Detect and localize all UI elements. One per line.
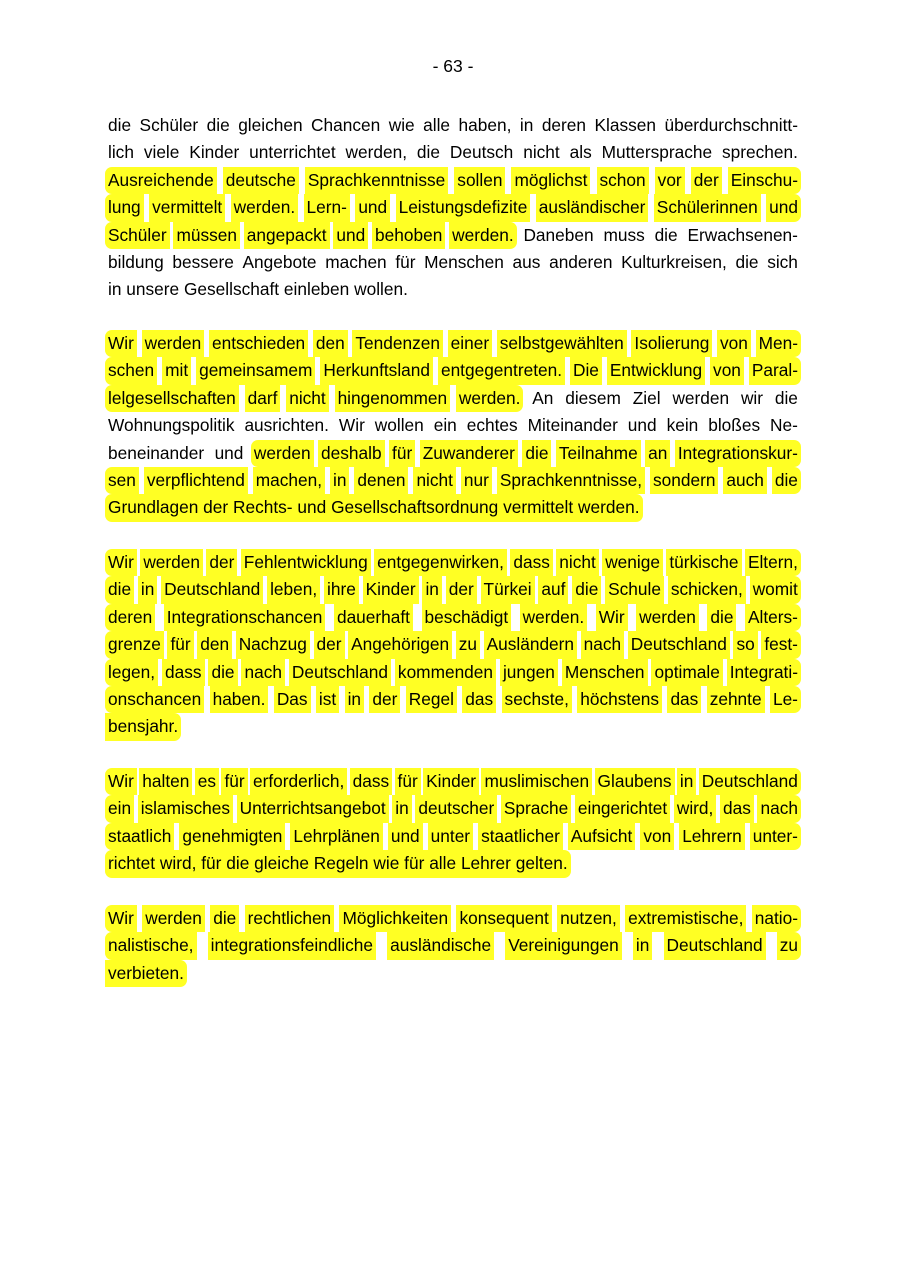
text-line bbox=[108, 412, 798, 439]
text-line bbox=[108, 467, 798, 494]
text-line bbox=[108, 768, 798, 795]
highlighted-word: wird, bbox=[160, 850, 197, 877]
highlighted-word: auch bbox=[726, 467, 763, 494]
highlighted-word: Fehlentwicklung bbox=[244, 549, 368, 576]
paragraph-extremist-associations bbox=[108, 905, 798, 987]
word: diesem bbox=[565, 387, 621, 408]
highlighted-word: Integrationschancen bbox=[167, 604, 323, 631]
highlighted-word: onschancen bbox=[108, 686, 201, 713]
paragraph-family-reunification bbox=[108, 549, 798, 741]
highlighted-word: halten bbox=[142, 768, 189, 795]
highlighted-word: nalistische, bbox=[108, 932, 194, 959]
text-line bbox=[108, 850, 798, 877]
highlighted-word: entschieden bbox=[212, 330, 305, 357]
highlighted-word: dauerhaft bbox=[337, 604, 410, 631]
text-line bbox=[108, 713, 798, 740]
highlighted-word: kommenden bbox=[398, 659, 493, 686]
word: wollen bbox=[374, 415, 424, 436]
word: Deutsch bbox=[449, 142, 514, 163]
word: und bbox=[214, 442, 244, 463]
word: nicht bbox=[523, 142, 560, 163]
text-line bbox=[108, 932, 798, 959]
highlighted-word: Integrati- bbox=[730, 659, 798, 686]
highlighted-word: Unterrichtsangebot bbox=[240, 795, 386, 822]
highlighted-word: Sprachkenntnisse bbox=[308, 167, 445, 194]
word: in bbox=[108, 279, 122, 300]
highlighted-word: Wir bbox=[599, 604, 625, 631]
word: Ziel bbox=[632, 387, 661, 408]
highlighted-word: der bbox=[317, 631, 342, 658]
word: wollen. bbox=[354, 279, 408, 300]
highlighted-word: Aufsicht bbox=[571, 823, 632, 850]
highlighted-word: denen bbox=[357, 467, 405, 494]
word: die bbox=[654, 224, 678, 245]
highlighted-word: darf bbox=[248, 385, 278, 412]
highlighted-word: sollen bbox=[457, 167, 502, 194]
text-line bbox=[108, 604, 798, 631]
highlighted-word: dass bbox=[513, 549, 550, 576]
word: Schüler bbox=[139, 115, 199, 135]
word: aus bbox=[512, 251, 541, 272]
text-line bbox=[108, 440, 798, 467]
word: Wohnungspolitik bbox=[108, 415, 235, 436]
page-number: - 63 - bbox=[432, 56, 474, 76]
highlighted-word: alle bbox=[429, 850, 456, 877]
word: An bbox=[532, 387, 554, 408]
highlighted-word: sondern bbox=[653, 467, 715, 494]
highlighted-word: Gesellschaftsordnung bbox=[331, 494, 498, 521]
highlighted-word: Lehrplänen bbox=[293, 823, 379, 850]
text-line bbox=[108, 631, 798, 658]
text-line bbox=[108, 905, 798, 932]
word: als bbox=[569, 142, 592, 163]
word: sprechen. bbox=[722, 142, 798, 163]
highlighted-word: Paral- bbox=[752, 357, 798, 384]
highlighted-word: Die bbox=[573, 357, 599, 384]
highlighted-word: Nachzug bbox=[239, 631, 307, 658]
word: ausrichten. bbox=[244, 415, 329, 436]
highlighted-word: und bbox=[391, 823, 420, 850]
word: beneinander bbox=[108, 442, 205, 463]
word: bildung bbox=[108, 251, 164, 272]
highlighted-word: von bbox=[720, 330, 748, 357]
highlighted-word: Deutschland bbox=[292, 659, 388, 686]
highlighted-word: die bbox=[710, 604, 733, 631]
highlighted-word: Sprachkenntnisse, bbox=[500, 467, 642, 494]
highlighted-word: nicht bbox=[416, 467, 453, 494]
highlighted-word: behoben bbox=[375, 222, 442, 249]
word: die bbox=[735, 251, 759, 272]
highlighted-word: von bbox=[643, 823, 671, 850]
highlighted-word: Schule bbox=[608, 576, 661, 603]
highlighted-word: zu bbox=[459, 631, 477, 658]
highlighted-word: und bbox=[769, 194, 798, 221]
highlighted-word: Glaubens bbox=[598, 768, 672, 795]
highlighted-word: höchstens bbox=[580, 686, 659, 713]
highlighted-word: werden. bbox=[578, 494, 639, 521]
highlighted-word: Herkunftsland bbox=[323, 357, 430, 384]
highlighted-word: deutscher bbox=[418, 795, 494, 822]
highlighted-word: selbstgewählten bbox=[500, 330, 624, 357]
word: Klassen bbox=[594, 115, 656, 135]
paragraph-school-language bbox=[108, 112, 798, 304]
highlighted-word: angepackt bbox=[247, 222, 327, 249]
highlighted-word: optimale bbox=[654, 659, 719, 686]
highlighted-word: die bbox=[775, 467, 798, 494]
highlighted-word: Lehrer bbox=[461, 850, 511, 877]
highlighted-word: Deutschland bbox=[667, 932, 763, 959]
word: echtes bbox=[466, 415, 518, 436]
word: die bbox=[108, 115, 132, 135]
highlighted-word: in bbox=[636, 932, 649, 959]
highlighted-word: in bbox=[333, 467, 346, 494]
highlighted-word: der bbox=[203, 494, 228, 521]
word: bessere bbox=[172, 251, 234, 272]
highlighted-word: das bbox=[670, 686, 698, 713]
highlighted-word: Le- bbox=[773, 686, 798, 713]
highlighted-word: schen bbox=[108, 357, 154, 384]
highlighted-word: sechste, bbox=[505, 686, 569, 713]
highlighted-word: türkische bbox=[669, 549, 738, 576]
highlighted-word: Kinder bbox=[366, 576, 416, 603]
text-line bbox=[108, 330, 798, 357]
highlighted-word: werden bbox=[639, 604, 696, 631]
highlighted-word: Wir bbox=[108, 905, 134, 932]
highlighted-word: die bbox=[213, 905, 236, 932]
highlighted-word: vor bbox=[658, 167, 682, 194]
paragraph-parallel-societies bbox=[108, 330, 798, 522]
highlighted-word: auf bbox=[541, 576, 565, 603]
highlighted-word: Entwicklung bbox=[610, 357, 702, 384]
highlighted-word: und bbox=[336, 222, 365, 249]
highlighted-word: Wir bbox=[108, 768, 134, 795]
word: Muttersprache bbox=[601, 142, 713, 163]
highlighted-word: Einschu- bbox=[731, 167, 798, 194]
word: bloßes bbox=[708, 415, 761, 436]
word: einleben bbox=[283, 279, 350, 300]
text-line bbox=[108, 494, 798, 521]
highlighted-word: zu bbox=[780, 932, 798, 959]
highlighted-word: staatlich bbox=[108, 823, 171, 850]
word: gleichen bbox=[238, 115, 303, 135]
highlighted-word: deshalb bbox=[321, 440, 382, 467]
word: überdurchschnitt- bbox=[664, 115, 798, 135]
highlighted-word: Rechts- bbox=[233, 494, 293, 521]
highlighted-word: verpflichtend bbox=[147, 467, 245, 494]
word: Wir bbox=[338, 415, 365, 436]
word: machen bbox=[325, 251, 387, 272]
highlighted-word: die bbox=[575, 576, 598, 603]
highlighted-word: integrationsfeindliche bbox=[211, 932, 373, 959]
highlighted-word: Lern- bbox=[307, 194, 347, 221]
word: die bbox=[774, 387, 798, 408]
highlighted-word: Deutschland bbox=[631, 631, 727, 658]
highlighted-word: entgegentreten. bbox=[441, 357, 562, 384]
highlighted-word: wenige bbox=[605, 549, 660, 576]
word: Kinder bbox=[189, 142, 240, 163]
word: Gesellschaft bbox=[183, 279, 280, 300]
highlighted-word: haben. bbox=[213, 686, 266, 713]
highlighted-word: Deutschland bbox=[164, 576, 260, 603]
highlighted-word: die bbox=[525, 440, 548, 467]
highlighted-word: das bbox=[723, 795, 751, 822]
word: werden, bbox=[345, 142, 408, 163]
highlighted-word: natio- bbox=[755, 905, 798, 932]
highlighted-word: zehnte bbox=[710, 686, 762, 713]
highlighted-word: Vereinigungen bbox=[508, 932, 619, 959]
highlighted-word: das bbox=[465, 686, 493, 713]
word: ein bbox=[433, 415, 457, 436]
text-line bbox=[108, 960, 798, 987]
highlighted-word: verbieten. bbox=[108, 960, 184, 987]
word: sich bbox=[767, 251, 798, 272]
highlighted-word: werden. bbox=[452, 222, 513, 249]
word: viele bbox=[143, 142, 180, 163]
highlighted-word: Regel bbox=[409, 686, 454, 713]
highlighted-word: jungen bbox=[503, 659, 555, 686]
highlighted-word: der bbox=[694, 167, 719, 194]
highlighted-word: gelten. bbox=[516, 850, 568, 877]
highlighted-word: den bbox=[200, 631, 229, 658]
highlighted-word: der bbox=[209, 549, 234, 576]
highlighted-word: deren bbox=[108, 604, 152, 631]
highlighted-word: gleiche bbox=[254, 850, 309, 877]
word: Menschen bbox=[424, 251, 504, 272]
word: Kulturkreisen, bbox=[621, 251, 727, 272]
highlighted-word: nutzen, bbox=[560, 905, 617, 932]
highlighted-word: schon bbox=[600, 167, 646, 194]
highlighted-word: unter bbox=[431, 823, 470, 850]
highlighted-word: in bbox=[348, 686, 361, 713]
highlighted-word: den bbox=[316, 330, 345, 357]
highlighted-word: konsequent bbox=[459, 905, 548, 932]
highlighted-word: und bbox=[358, 194, 387, 221]
highlighted-word: Alters- bbox=[748, 604, 798, 631]
highlighted-word: Wir bbox=[108, 330, 134, 357]
word: anderen bbox=[549, 251, 613, 272]
highlighted-word: Sprache bbox=[504, 795, 568, 822]
highlighted-word: die bbox=[211, 659, 234, 686]
highlighted-word: Eltern, bbox=[748, 549, 798, 576]
word: die bbox=[206, 115, 230, 135]
word: lich bbox=[108, 142, 134, 163]
highlighted-word: in bbox=[141, 576, 154, 603]
highlighted-word: für bbox=[392, 440, 412, 467]
highlighted-word: vermittelt bbox=[503, 494, 573, 521]
text-line bbox=[108, 167, 798, 194]
highlighted-word: bensjahr. bbox=[108, 713, 178, 740]
highlighted-word: leben, bbox=[270, 576, 317, 603]
text-line bbox=[108, 549, 798, 576]
highlighted-word: Kinder bbox=[426, 768, 476, 795]
highlighted-word: gemeinsamem bbox=[199, 357, 312, 384]
word: werden bbox=[672, 387, 730, 408]
highlighted-word: erforderlich, bbox=[253, 768, 344, 795]
highlighted-word: Leistungsdefizite bbox=[399, 194, 528, 221]
highlighted-word: ein bbox=[108, 795, 131, 822]
highlighted-word: Türkei bbox=[484, 576, 532, 603]
text-line bbox=[108, 222, 798, 249]
highlighted-word: mit bbox=[165, 357, 188, 384]
word: Erwachsenen- bbox=[687, 224, 798, 245]
highlighted-word: entgegenwirken, bbox=[377, 549, 504, 576]
text-line bbox=[108, 112, 798, 139]
word: die bbox=[416, 142, 440, 163]
highlighted-word: werden bbox=[143, 549, 200, 576]
highlighted-word: nach bbox=[244, 659, 281, 686]
highlighted-word: deutsche bbox=[226, 167, 296, 194]
paragraph-islamic-education bbox=[108, 768, 798, 878]
highlighted-word: der bbox=[449, 576, 474, 603]
highlighted-word: die bbox=[226, 850, 249, 877]
word: muss bbox=[603, 224, 645, 245]
text-line bbox=[108, 659, 798, 686]
highlighted-word: Grundlagen bbox=[108, 494, 198, 521]
highlighted-word: eingerichtet bbox=[578, 795, 667, 822]
word: alle bbox=[423, 115, 451, 135]
text-line bbox=[108, 139, 798, 166]
highlighted-word: in bbox=[395, 795, 408, 822]
highlighted-word: nach bbox=[760, 795, 797, 822]
highlighted-word: hingenommen bbox=[338, 385, 448, 412]
highlighted-word: in bbox=[425, 576, 438, 603]
highlighted-word: für bbox=[170, 631, 190, 658]
highlighted-word: nach bbox=[584, 631, 621, 658]
highlighted-word: machen, bbox=[256, 467, 322, 494]
highlighted-word: werden bbox=[254, 440, 311, 467]
word: wie bbox=[388, 115, 415, 135]
highlighted-word: es bbox=[198, 768, 216, 795]
highlighted-word: rechtlichen bbox=[248, 905, 332, 932]
highlighted-word: für bbox=[224, 768, 244, 795]
highlighted-word: fest- bbox=[764, 631, 798, 658]
highlighted-word: lung bbox=[108, 194, 141, 221]
highlighted-word: Ausreichende bbox=[108, 167, 214, 194]
highlighted-word: nicht bbox=[289, 385, 326, 412]
text-line bbox=[108, 249, 798, 276]
highlighted-word: Das bbox=[277, 686, 308, 713]
highlighted-word: für bbox=[404, 850, 424, 877]
highlighted-word: islamisches bbox=[141, 795, 230, 822]
highlighted-word: Tendenzen bbox=[355, 330, 440, 357]
highlighted-word: genehmigten bbox=[182, 823, 282, 850]
highlighted-word: womit bbox=[753, 576, 798, 603]
highlighted-word: Men- bbox=[759, 330, 798, 357]
highlighted-word: extremistische, bbox=[628, 905, 743, 932]
text-line bbox=[108, 357, 798, 384]
text-line bbox=[108, 194, 798, 221]
highlighted-word: richtet bbox=[108, 850, 155, 877]
word: unsere bbox=[126, 279, 180, 300]
word: Chancen bbox=[311, 115, 381, 135]
highlighted-word: Lehrern bbox=[682, 823, 742, 850]
text-line bbox=[108, 576, 798, 603]
highlighted-word: für bbox=[398, 768, 418, 795]
word: für bbox=[395, 251, 416, 272]
highlighted-word: Regeln bbox=[314, 850, 369, 877]
highlighted-word: Angehörigen bbox=[351, 631, 449, 658]
word: Angebote bbox=[242, 251, 317, 272]
highlighted-word: möglichst bbox=[514, 167, 587, 194]
highlighted-word: und bbox=[297, 494, 326, 521]
highlighted-word: einer bbox=[451, 330, 489, 357]
text-line bbox=[108, 795, 798, 822]
word: wir bbox=[740, 387, 764, 408]
highlighted-word: wie bbox=[373, 850, 399, 877]
highlighted-word: Wir bbox=[108, 549, 134, 576]
highlighted-word: Deutschland bbox=[702, 768, 798, 795]
highlighted-word: werden. bbox=[459, 385, 520, 412]
highlighted-word: dass bbox=[353, 768, 390, 795]
highlighted-word: Ausländern bbox=[487, 631, 574, 658]
highlighted-word: schicken, bbox=[671, 576, 743, 603]
highlighted-word: Menschen bbox=[565, 659, 645, 686]
highlighted-word: werden. bbox=[234, 194, 295, 221]
highlighted-word: muslimischen bbox=[484, 768, 589, 795]
text-line bbox=[108, 823, 798, 850]
highlighted-word: in bbox=[680, 768, 693, 795]
highlighted-word: Schülerinnen bbox=[657, 194, 758, 221]
highlighted-word: Zuwanderer bbox=[423, 440, 515, 467]
highlighted-word: Teilnahme bbox=[559, 440, 638, 467]
highlighted-word: beschädigt bbox=[425, 604, 509, 631]
highlighted-word: werden. bbox=[523, 604, 584, 631]
word: Daneben bbox=[523, 224, 594, 245]
highlighted-word: werden bbox=[145, 905, 202, 932]
highlighted-word: lelgesellschaften bbox=[108, 385, 236, 412]
text-line bbox=[108, 686, 798, 713]
highlighted-word: sen bbox=[108, 467, 136, 494]
highlighted-word: der bbox=[372, 686, 397, 713]
highlighted-word: ist bbox=[319, 686, 336, 713]
highlighted-word: an bbox=[648, 440, 667, 467]
highlighted-word: Isolierung bbox=[634, 330, 709, 357]
highlighted-word: für bbox=[201, 850, 221, 877]
word: deren bbox=[541, 115, 587, 135]
highlighted-word: Integrationskur- bbox=[678, 440, 798, 467]
word: Miteinander bbox=[527, 415, 618, 436]
highlighted-word: staatlicher bbox=[481, 823, 560, 850]
highlighted-word: Möglichkeiten bbox=[342, 905, 448, 932]
highlighted-word: vermittelt bbox=[152, 194, 222, 221]
highlighted-word: von bbox=[713, 357, 741, 384]
highlighted-word: legen, bbox=[108, 659, 155, 686]
highlighted-word: ausländische bbox=[390, 932, 491, 959]
highlighted-word: Schüler bbox=[108, 222, 167, 249]
highlighted-word: wird, bbox=[677, 795, 714, 822]
word: unterrichtet bbox=[249, 142, 336, 163]
word: Ne- bbox=[770, 415, 798, 436]
highlighted-word: nur bbox=[464, 467, 489, 494]
highlighted-word: die bbox=[108, 576, 131, 603]
highlighted-word: ihre bbox=[327, 576, 356, 603]
word: haben, bbox=[458, 115, 512, 135]
highlighted-word: unter- bbox=[753, 823, 798, 850]
highlighted-word: nicht bbox=[559, 549, 596, 576]
highlighted-word: ausländischer bbox=[539, 194, 646, 221]
text-line bbox=[108, 385, 798, 412]
highlighted-word: grenze bbox=[108, 631, 161, 658]
highlighted-word: dass bbox=[165, 659, 202, 686]
word: und bbox=[627, 415, 657, 436]
highlighted-word: so bbox=[736, 631, 754, 658]
highlighted-word: müssen bbox=[176, 222, 237, 249]
word: kein bbox=[666, 415, 699, 436]
word: in bbox=[519, 115, 534, 135]
highlighted-word: werden bbox=[145, 330, 202, 357]
text-line bbox=[108, 276, 798, 303]
